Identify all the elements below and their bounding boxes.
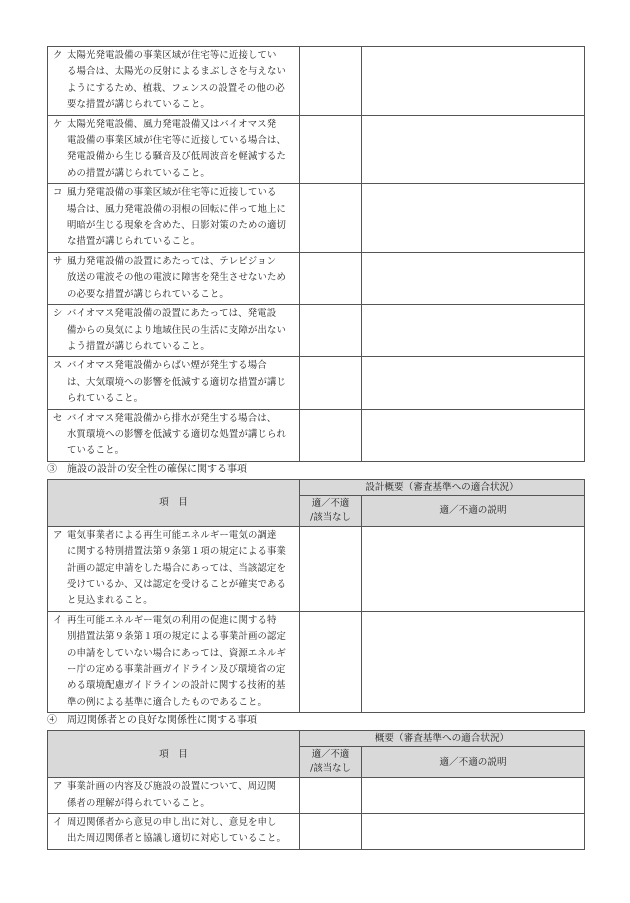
item-text-line: 太陽光発電設備、風力発電設備又はバイオマス発 bbox=[67, 118, 277, 130]
item-text-line: 風力発電設備の設置にあたっては、テレビジョン bbox=[67, 255, 277, 267]
item-marker: ケ bbox=[53, 118, 63, 130]
criteria-item-cell bbox=[48, 814, 300, 850]
criteria-item-cell bbox=[48, 184, 300, 253]
item-text-line: の必要な措置が講じられていること。 bbox=[67, 288, 229, 300]
criteria-item-cell bbox=[48, 305, 300, 357]
item-text-line: は、大気環境への影響を低減する適切な措置が講じ bbox=[67, 376, 287, 388]
item-text-line: 場合は、風力発電設備の羽根の回転に伴って地上に bbox=[67, 203, 287, 215]
criteria-row bbox=[48, 184, 585, 253]
item-text bbox=[67, 185, 295, 251]
item-column-header: 項 目 bbox=[48, 731, 300, 778]
item-marker: コ bbox=[53, 187, 63, 199]
item-text-line: 電気事業者による再生可能エネルギー電気の調達 bbox=[67, 529, 277, 541]
criteria-row bbox=[48, 115, 585, 184]
criteria-item-cell bbox=[48, 611, 300, 712]
item-text-line: ー庁の定める事業計画ガイドライン及び環境省の定 bbox=[67, 664, 286, 675]
item-text-line: ようにするため、植栽、フェンスの設置その他の必 bbox=[67, 82, 285, 94]
status-input-cell[interactable] bbox=[300, 305, 362, 357]
item-marker: サ bbox=[53, 255, 63, 267]
item-text bbox=[67, 306, 295, 355]
item-text-line: の申請をしていない場合にあっては、資源エネルギ bbox=[67, 647, 286, 659]
item-text-line: 備からの臭気により地域住民の生活に支障が出ない bbox=[67, 324, 287, 336]
item-text-line: める環境配慮ガイドラインの設計に関する技術的基 bbox=[67, 680, 286, 692]
item-text-line: バイオマス発電設備の設置にあたっては、発電設 bbox=[67, 308, 277, 320]
item-text-line: 明暗が生じる現象を含めた、日影対策のための適切 bbox=[67, 220, 287, 232]
status-input-cell[interactable] bbox=[300, 47, 362, 116]
criteria-row bbox=[48, 252, 585, 304]
section-4-table bbox=[47, 730, 585, 850]
item-marker: シ bbox=[53, 308, 63, 320]
criteria-row bbox=[48, 357, 585, 409]
item-text bbox=[67, 358, 295, 407]
item-marker: セ bbox=[53, 412, 63, 424]
explanation-column-header: 適／不適の説明 bbox=[362, 495, 585, 526]
item-text-line: 水質環境への影響を低減する適切な処置が講じられ bbox=[67, 428, 287, 440]
item-marker: イ bbox=[53, 817, 63, 829]
item-text bbox=[67, 779, 295, 812]
item-marker: イ bbox=[53, 614, 63, 626]
item-text-line: られていること。 bbox=[67, 393, 144, 405]
item-text-line: と見込まれること。 bbox=[67, 595, 153, 607]
item-text-line: る場合は、太陽光の反射によるまぶしさを与えない bbox=[67, 66, 287, 78]
item-text bbox=[67, 254, 295, 303]
status-input-cell[interactable] bbox=[300, 611, 362, 712]
item-text-line: 係者の理解が得られていること。 bbox=[67, 797, 210, 809]
explanation-input-cell[interactable] bbox=[362, 409, 585, 461]
item-marker: ス bbox=[53, 360, 63, 372]
status-input-cell[interactable] bbox=[300, 814, 362, 850]
item-text-line: 事業計画の内容及び施設の設置について、周辺関 bbox=[67, 781, 277, 793]
criteria-item-cell bbox=[48, 526, 300, 611]
criteria-item-cell bbox=[48, 778, 300, 814]
status-input-cell[interactable] bbox=[300, 778, 362, 814]
status-column-header: 適／不適 /該当なし bbox=[300, 747, 362, 778]
explanation-input-cell[interactable] bbox=[362, 526, 585, 611]
item-text-line: 別措置法第９条第１項の規定による事業計画の認定 bbox=[67, 631, 287, 643]
explanation-input-cell[interactable] bbox=[362, 611, 585, 712]
criteria-item-cell bbox=[48, 409, 300, 461]
status-column-header: 適／不適 /該当なし bbox=[300, 495, 362, 526]
status-input-cell[interactable] bbox=[300, 252, 362, 304]
status-input-cell[interactable] bbox=[300, 409, 362, 461]
item-text-line: 風力発電設備の事業区域が住宅等に近接している bbox=[67, 187, 277, 199]
section-4-body bbox=[48, 778, 585, 850]
criteria-row bbox=[48, 409, 585, 461]
criteria-row bbox=[48, 778, 585, 814]
explanation-input-cell[interactable] bbox=[362, 778, 585, 814]
item-text-line: 準の例による基準に適合したものであること。 bbox=[67, 696, 268, 708]
item-text bbox=[67, 48, 295, 114]
item-text-line: 太陽光発電設備の事業区域が住宅等に近接してい bbox=[67, 50, 277, 61]
criteria-item-cell bbox=[48, 47, 300, 116]
explanation-input-cell[interactable] bbox=[362, 115, 585, 184]
item-text-line: な措置が講じられていること。 bbox=[67, 236, 201, 248]
section-3-title: ③ 施設の設計の安全性の確保に関する事項 bbox=[47, 463, 247, 475]
status-input-cell[interactable] bbox=[300, 184, 362, 253]
section-3-body bbox=[48, 526, 585, 712]
item-marker: ア bbox=[53, 781, 63, 793]
explanation-input-cell[interactable] bbox=[362, 814, 585, 850]
section-3-table bbox=[47, 479, 585, 713]
item-text-line: バイオマス発電設備から排水が発生する場合は、 bbox=[67, 412, 277, 424]
explanation-input-cell[interactable] bbox=[362, 252, 585, 304]
item-text bbox=[67, 613, 295, 711]
criteria-item-cell bbox=[48, 115, 300, 184]
item-text-line: 要な措置が講じられていること。 bbox=[67, 99, 210, 111]
criteria-row bbox=[48, 814, 585, 850]
explanation-input-cell[interactable] bbox=[362, 184, 585, 253]
item-text-line: バイオマス発電設備からばい煙が発生する場合 bbox=[67, 360, 267, 372]
criteria-row bbox=[48, 47, 585, 116]
item-text-line: 計画の認定申請をした場合にあっては、当該認定を bbox=[67, 562, 286, 574]
item-text bbox=[67, 815, 295, 848]
item-text-line: 受けているか、又は認定を受けることが確実である bbox=[67, 578, 287, 590]
criteria-row bbox=[48, 526, 585, 611]
summary-column-header: 設計概要（審査基準への適合状況） bbox=[300, 479, 585, 495]
item-marker: ア bbox=[53, 529, 63, 541]
item-text bbox=[67, 528, 295, 610]
item-text-line: めの措置が講じられていること。 bbox=[67, 167, 210, 179]
item-text-line: 発電設備から生じる騒音及び低周波音を軽減するた bbox=[67, 151, 287, 163]
criteria-item-cell bbox=[48, 252, 300, 304]
item-marker: ク bbox=[53, 50, 63, 61]
explanation-input-cell[interactable] bbox=[362, 357, 585, 409]
status-input-cell[interactable] bbox=[300, 526, 362, 611]
explanation-input-cell[interactable] bbox=[362, 305, 585, 357]
explanation-input-cell[interactable] bbox=[362, 47, 585, 116]
item-text-line: に関する特別措置法第９条第１項の規定による事業 bbox=[67, 546, 287, 558]
status-input-cell[interactable] bbox=[300, 357, 362, 409]
item-text-line: 放送の電波その他の電波に障害を発生させないため bbox=[67, 272, 287, 284]
section-4-title: ④ 周辺関係者との良好な関係性に関する事項 bbox=[47, 715, 257, 727]
item-text-line: 周辺関係者から意見の申し出に対し、意見を申し bbox=[67, 817, 277, 829]
document-page bbox=[47, 46, 584, 850]
explanation-column-header: 適／不適の説明 bbox=[362, 747, 585, 778]
item-text bbox=[67, 411, 295, 460]
item-text-line: ていること。 bbox=[67, 445, 125, 457]
item-text-line: よう措置が講じられていること。 bbox=[67, 340, 210, 352]
criteria-row bbox=[48, 305, 585, 357]
criteria-table-body bbox=[48, 47, 585, 462]
criteria-item-cell bbox=[48, 357, 300, 409]
item-text-line: 出た周辺関係者と協議し適切に対応していること。 bbox=[67, 833, 287, 845]
status-input-cell[interactable] bbox=[300, 115, 362, 184]
summary-column-header: 概要（審査基準への適合状況） bbox=[300, 731, 585, 747]
item-text-line: 電設備の事業区域が住宅等に近接している場合は、 bbox=[67, 135, 287, 147]
item-text bbox=[67, 117, 295, 183]
criteria-row bbox=[48, 611, 585, 712]
item-text-line: 再生可能エネルギー電気の利用の促進に関する特 bbox=[67, 614, 277, 626]
item-column-header: 項 目 bbox=[48, 479, 300, 526]
criteria-table-continued bbox=[47, 46, 585, 462]
